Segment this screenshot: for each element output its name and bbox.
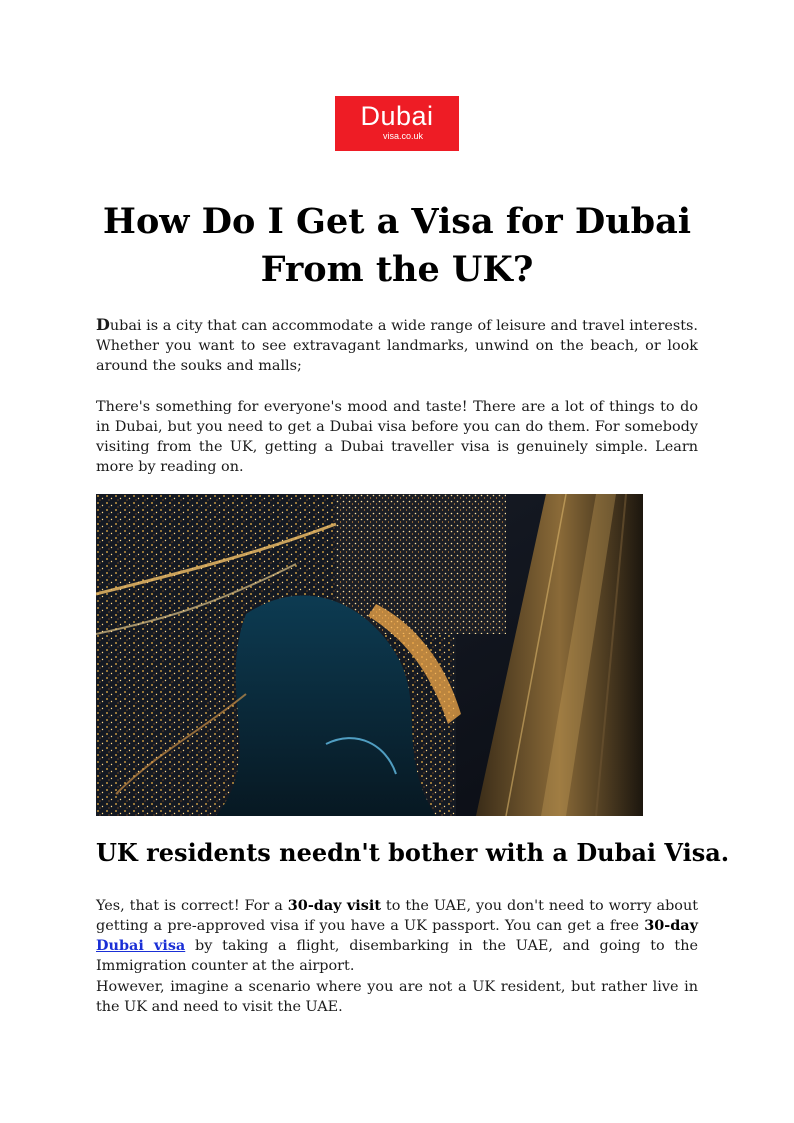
logo-subtitle: visa.co.uk xyxy=(383,131,424,141)
dubai-night-aerial-image xyxy=(96,494,643,816)
para3-text-1: Yes, that is correct! For a xyxy=(96,898,288,914)
dubai-visa-logo[interactable] xyxy=(335,96,459,151)
logo-brand: Dubai xyxy=(360,101,434,131)
bold-30-day-visit: 30-day visit xyxy=(287,897,381,914)
bold-30-day: 30-day xyxy=(644,917,698,934)
intro-text: ubai is a city that can accommodate a wide range of leisure and travel interests. Whether you want to see extravagant landmarks, unwind on the beach, or look around the souks and malls; xyxy=(96,318,698,374)
third-paragraph xyxy=(96,896,698,976)
para3-text-2: to the UAE, you don't need to worry about getting a pre-approved visa if you have a UK passport. You can get a free xyxy=(96,898,699,934)
drop-cap: D xyxy=(96,315,110,334)
dubai-visa-link[interactable]: Dubai visa xyxy=(96,937,186,954)
intro-paragraph xyxy=(96,315,698,376)
section-heading: UK residents needn't bother with a Dubai Visa. xyxy=(96,838,730,867)
second-paragraph: There's something for everyone's mood and taste! There are a lot of things to do in Dubai, but you need to get a Dubai visa before you can do them. For somebody visiting from the UK, getting a Dubai traveller visa is genuinely simple. Learn more by reading on. xyxy=(96,399,698,475)
page-title: How Do I Get a Visa for Dubai From the UK? xyxy=(102,201,692,290)
city-night-illustration xyxy=(96,494,643,816)
fourth-paragraph: However, imagine a scenario where you are not a UK resident, but rather live in the UK and need to visit the UAE. xyxy=(96,979,698,1015)
para3-text-3: by taking a flight, disembarking in the UAE, and going to the Immigration counter at the airport. xyxy=(96,938,698,974)
